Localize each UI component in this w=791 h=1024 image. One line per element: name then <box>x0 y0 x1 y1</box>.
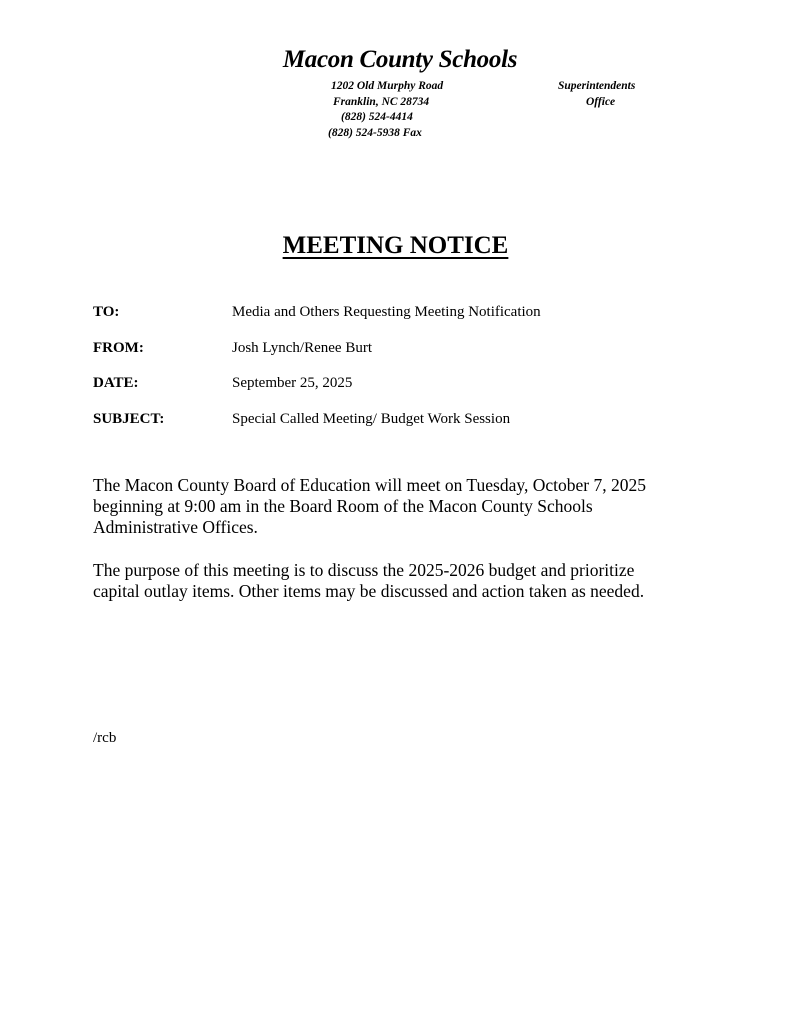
date-value: September 25, 2025 <box>232 375 353 391</box>
letterhead-org-name: Macon County Schools <box>282 46 518 73</box>
letterhead-address-line1: 1202 Old Murphy Road <box>331 80 444 92</box>
from-value: Josh Lynch/Renee Burt <box>232 340 372 356</box>
body-paragraph-1-line-3: Administrative Offices. <box>93 517 258 537</box>
letterhead-office-line1: Superintendents <box>558 80 636 92</box>
from-label: FROM: <box>93 340 144 356</box>
body-paragraph-1-line-1: The Macon County Board of Education will meet on Tuesday, October 7, 2025 <box>93 475 646 495</box>
date-label: DATE: <box>93 375 139 391</box>
to-value: Media and Others Requesting Meeting Notification <box>232 304 541 320</box>
body-paragraph-2-line-1: The purpose of this meeting is to discuss the 2025-2026 budget and prioritize <box>93 560 635 580</box>
subject-label: SUBJECT: <box>93 411 165 427</box>
typist-initials: /rcb <box>93 730 117 746</box>
notice-title: MEETING NOTICE <box>282 232 509 259</box>
letterhead-phone: (828) 524-4414 <box>341 111 413 123</box>
letterhead-fax: (828) 524-5938 Fax <box>328 127 422 139</box>
body-paragraph-1-line-2: beginning at 9:00 am in the Board Room of the Macon County Schools <box>93 496 593 516</box>
subject-value: Special Called Meeting/ Budget Work Session <box>232 411 511 427</box>
to-label: TO: <box>93 304 120 320</box>
body-paragraph-2-line-2: capital outlay items. Other items may be discussed and action taken as needed. <box>93 581 645 601</box>
letterhead-address-line2: Franklin, NC 28734 <box>333 96 430 108</box>
body-paragraph-1 <box>93 475 693 538</box>
letterhead-office-line2: Office <box>586 96 616 108</box>
body-paragraph-2 <box>93 560 693 602</box>
